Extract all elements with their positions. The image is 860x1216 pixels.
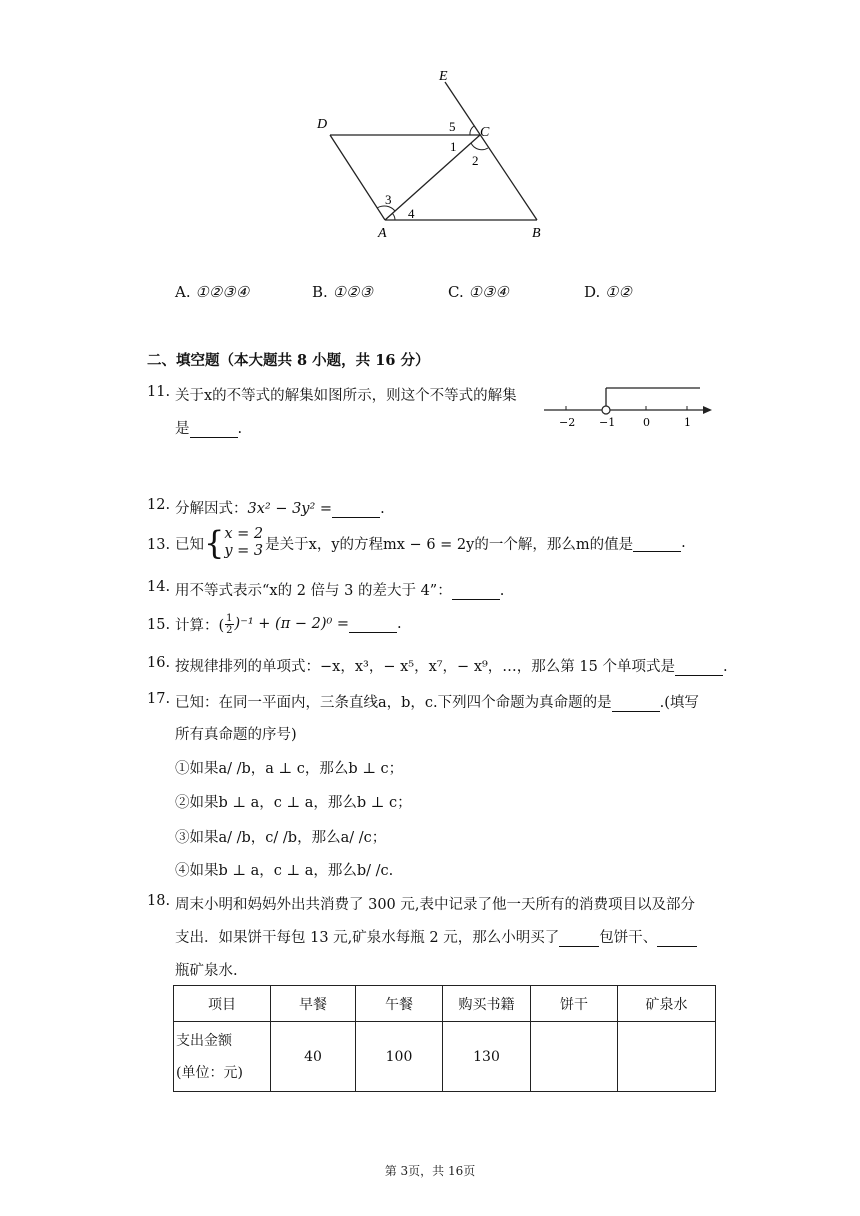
proposition-3: ③如果a/ /b，c/ /b，那么a/ /c； [175,830,387,846]
option-c-text: ①③④ [468,283,509,301]
page-footer: 第 3页，共 16页 [384,1164,476,1178]
question-15-number: 15. [147,617,171,633]
fraction [225,613,233,636]
answer-blank-13[interactable] [633,535,681,552]
tick-label-neg1: −1 [599,416,616,429]
header-cell: 午餐 [356,986,443,1022]
question-16-number: 16. [147,655,171,671]
question-14-suffix: . [499,583,505,599]
question-14-number: 14. [147,579,171,595]
question-18-number: 18. [147,893,171,909]
question-17-body: 已知：在同一平面内，三条直线a，b，c.下列四个命题为真命题的是 [175,695,612,711]
question-15-suffix: . [397,616,402,632]
table-cell[interactable] [531,1022,618,1092]
question-16-suffix: . [722,659,728,675]
question-12-text [175,497,385,518]
header-cell: 早餐 [271,986,356,1022]
question-18-line3: 瓶矿泉水. [175,963,238,979]
question-12-expr: 3x² − 3y² = [247,501,333,517]
angle-3-label: 3 [385,192,392,207]
answer-blank-11[interactable] [190,421,238,438]
option-a[interactable] [175,283,249,301]
question-11-line1: 关于x的不等式的解集如图所示，则这个不等式的解集 [175,388,517,404]
question-14-body: 用不等式表示“x的 2 倍与 3 的差大于 4”： [175,583,452,599]
table-cell: 100 [356,1022,443,1092]
question-15-prefix: 计算：( [175,617,225,634]
answer-blank-18-a[interactable] [559,930,599,947]
question-13-number: 13. [147,537,171,553]
question-17-number: 17. [147,691,171,707]
option-c-letter: C. [448,283,464,301]
fraction-numerator: 1 [226,612,233,624]
answer-blank-12[interactable] [332,501,380,518]
option-b-text: ①②③ [332,283,373,301]
question-13-body: 是关于x，y的方程mx − 6 = 2y的一个解，那么m的值是 [265,536,634,553]
option-b-letter: B. [312,283,328,301]
option-c[interactable] [448,283,509,301]
question-16-body: 按规律排列的单项式：−x，x³，− x⁵，x⁷，− x⁹，…，那么第 15 个单项式是 [175,659,675,675]
number-line [540,384,720,429]
row-label-line1: 支出金额 [176,1032,232,1049]
question-17-suffix: .(填写 [659,695,699,711]
number-line-diagram [540,384,720,429]
section-title: 二、填空题（本大题共 8 小题，共 16 分） [147,352,430,369]
brace-symbol: { [204,524,225,562]
angle-4-label: 4 [408,206,415,221]
equation-2: y = 3 [224,543,264,559]
answer-blank-18-b[interactable] [657,930,697,947]
option-a-text: ①②③④ [195,283,250,301]
label-B: B [532,226,541,241]
row-label-cell [174,1022,271,1092]
question-18-line2 [175,926,697,947]
expense-table [173,985,716,1092]
tick-label-0: 0 [643,416,650,429]
question-15-expr: )⁻¹ + (π − 2)⁰ = [234,616,350,632]
question-11-suffix: . [237,421,243,437]
question-13-suffix: . [681,535,686,551]
question-18-line2-a: 支出．如果饼干每包 13 元,矿泉水每瓶 2 元，那么小明买了 [175,930,560,946]
option-d-text: ①② [605,283,632,301]
question-17-line2: 所有真命题的序号) [175,727,297,743]
question-18-line2-b: 包饼干、 [599,930,658,946]
header-cell: 项目 [174,986,271,1022]
option-d[interactable] [584,283,632,301]
table-cell[interactable] [618,1022,716,1092]
answer-blank-15[interactable] [349,616,397,633]
geometry-figure [300,60,560,245]
answer-blank-17[interactable] [612,695,660,712]
question-13-prefix: 已知 [175,536,204,553]
angle-1-label: 1 [450,139,457,154]
answer-blank-16[interactable] [675,659,723,676]
table-cell: 40 [271,1022,356,1092]
question-11-number: 11. [147,384,171,400]
question-14-text [175,579,504,600]
question-12-suffix: . [380,501,385,517]
option-b[interactable] [312,283,373,301]
parallelogram-diagram [300,60,560,245]
equation-1: x = 2 [224,526,264,542]
header-cell: 饼干 [531,986,618,1022]
answer-blank-14[interactable] [452,583,500,600]
label-E: E [439,69,448,84]
header-cell: 购买书籍 [443,986,531,1022]
table-cell: 130 [443,1022,531,1092]
label-D: D [317,117,328,132]
proposition-2: ②如果b ⊥ a，c ⊥ a，那么b ⊥ c； [175,795,412,811]
proposition-4: ④如果b ⊥ a，c ⊥ a，那么b/ /c. [175,863,394,879]
question-11-line2 [175,417,242,438]
fraction-denominator: 2 [226,624,233,636]
question-15-text [175,608,402,640]
label-A: A [378,226,387,241]
proposition-1: ①如果a/ /b，a ⊥ c，那么b ⊥ c； [175,761,404,777]
tick-label-1: 1 [684,416,691,429]
question-12-prefix: 分解因式： [175,501,248,517]
option-d-letter: D. [584,283,601,301]
angle-5-label: 5 [449,119,456,134]
table-header-row [174,986,716,1022]
question-16-text [175,655,728,676]
question-11-prefix: 是 [175,421,190,437]
question-12-number: 12. [147,497,171,513]
question-13-text [175,525,686,561]
table-row [174,1022,716,1092]
row-label-line2: (单位：元) [176,1064,243,1081]
tick-label-neg2: −2 [559,416,576,429]
question-18-line1: 周末小明和妈妈外出共消费了 300 元,表中记录了他一天所有的消费项目以及部分 [175,897,696,913]
header-cell: 矿泉水 [618,986,716,1022]
option-a-letter: A. [175,283,191,301]
angle-2-label: 2 [472,153,479,168]
label-C: C [480,125,490,140]
question-17-line1 [175,691,699,712]
